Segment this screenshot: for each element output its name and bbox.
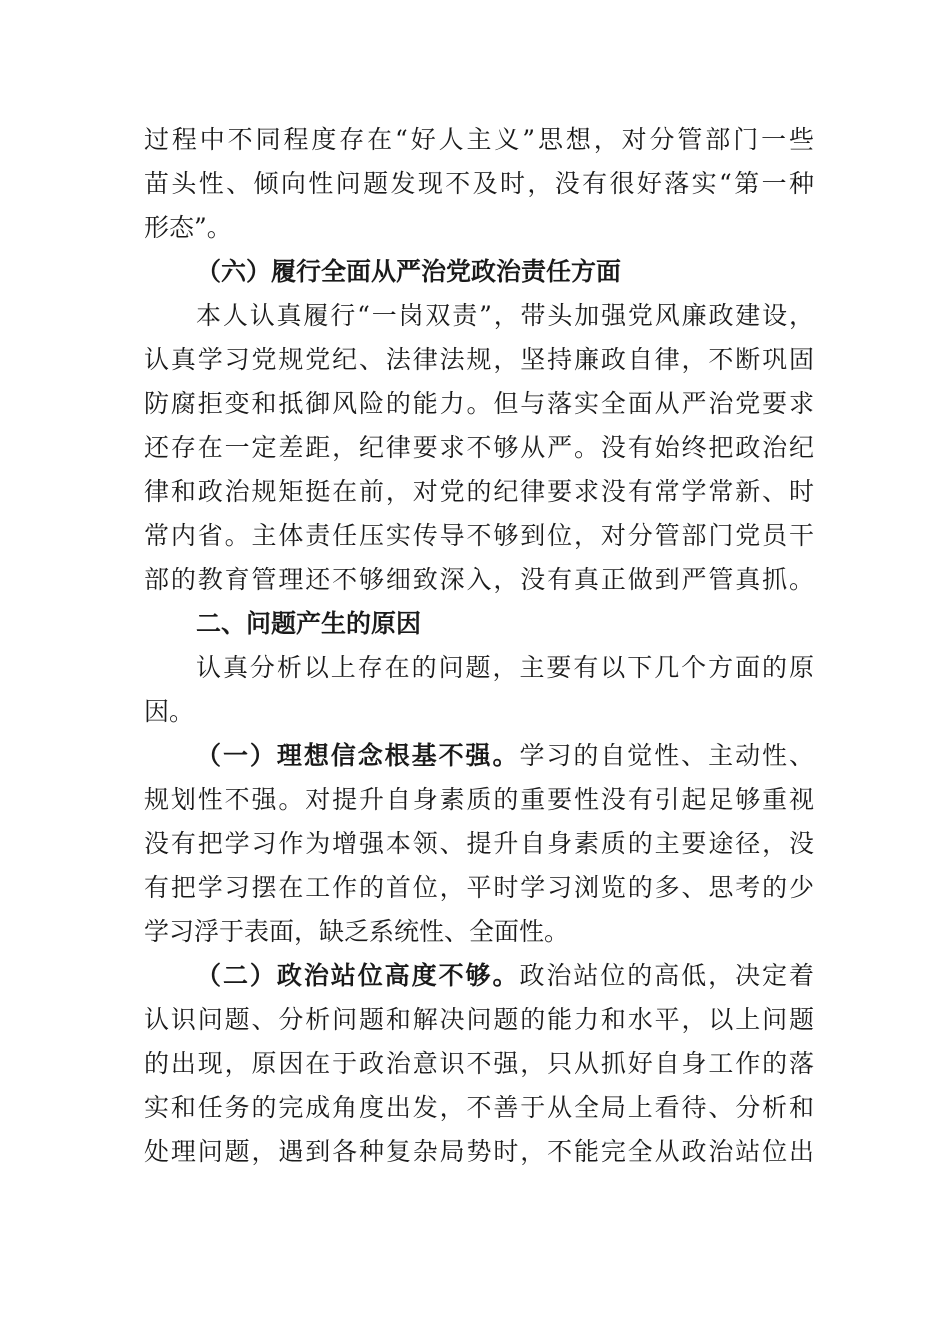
body-line: 部的教育管理还不够细致深入，没有真正做到严管真抓。 — [144, 565, 814, 594]
body-line: 有把学习摆在工作的首位，平时学习浏览的多、思考的少 — [144, 873, 814, 902]
body-line: 过程中不同程度存在“好人主义”思想，对分管部门一些 — [144, 125, 814, 154]
body-line: 规划性不强。对提升自身素质的重要性没有引起足够重视 — [144, 785, 814, 814]
body-line: 本人认真履行“一岗双责”，带头加强党风廉政建设， — [196, 301, 814, 330]
body-line: 常内省。主体责任压实传导不够到位，对分管部门党员干 — [144, 521, 814, 550]
body-line: 防腐拒变和抵御风险的能力。但与落实全面从严治党要求 — [144, 389, 814, 418]
section-heading-six: （六）履行全面从严治党政治责任方面 — [196, 257, 622, 286]
body-line: 还存在一定差距，纪律要求不够从严。没有始终把政治纪 — [144, 433, 814, 462]
reason-one-rest: 学习的自觉性、主动性、 — [519, 741, 814, 770]
body-line: 学习浮于表面，缺乏系统性、全面性。 — [144, 917, 570, 946]
reason-two-rest: 政治站位的高低，决定着 — [519, 961, 814, 990]
body-line: 实和任务的完成角度出发，不善于从全局上看待、分析和 — [144, 1093, 814, 1122]
body-line: 的出现，原因在于政治意识不强，只从抓好自身工作的落 — [144, 1049, 814, 1078]
reason-two-line — [196, 954, 814, 998]
body-line: 处理问题，遇到各种复杂局势时，不能完全从政治站位出 — [144, 1137, 814, 1166]
body-line: 律和政治规矩挺在前，对党的纪律要求没有常学常新、时 — [144, 477, 814, 506]
body-line: 苗头性、倾向性问题发现不及时，没有很好落实“第一种 — [144, 169, 814, 198]
body-line: 认真分析以上存在的问题，主要有以下几个方面的原 — [196, 653, 814, 682]
reason-two-lead: （二）政治站位高度不够。 — [196, 961, 520, 990]
body-line: 形态”。 — [144, 213, 232, 242]
reason-one-line — [196, 734, 814, 778]
body-line: 认识问题、分析问题和解决问题的能力和水平，以上问题 — [144, 1005, 814, 1034]
section-heading-two: 二、问题产生的原因 — [196, 609, 422, 638]
body-line: 认真学习党规党纪、法律法规，坚持廉政自律，不断巩固 — [144, 345, 814, 374]
body-line: 因。 — [144, 697, 195, 726]
body-line: 没有把学习作为增强本领、提升自身素质的主要途径，没 — [144, 829, 814, 858]
reason-one-lead: （一）理想信念根基不强。 — [196, 741, 520, 770]
